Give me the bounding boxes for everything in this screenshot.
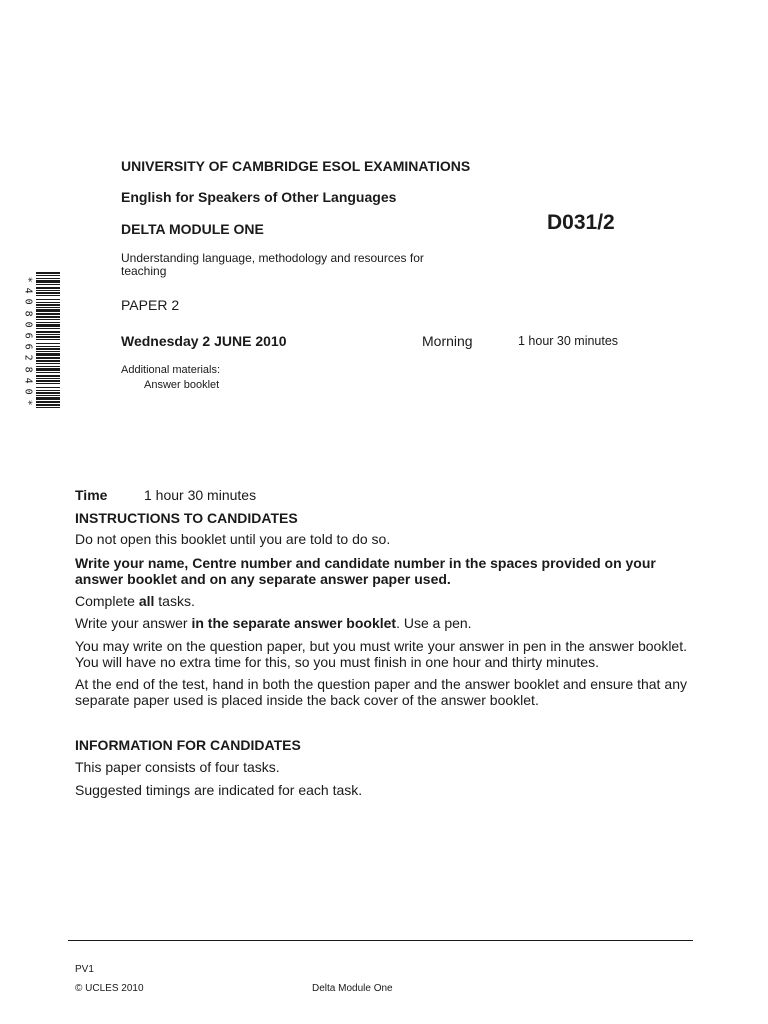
module-title: DELTA MODULE ONE — [121, 221, 264, 237]
barcode-digit: 6 — [22, 332, 34, 339]
instruction-text: tasks. — [154, 593, 195, 609]
barcode-icon — [36, 272, 60, 410]
instructions-heading: INSTRUCTIONS TO CANDIDATES — [75, 510, 298, 526]
instruction-text: Complete — [75, 593, 139, 609]
instruction-line: You may write on the question paper, but you must write your answer in pen in the answer booklet. You will have no extra time for this, so you must finish in one hour and thirty minutes. — [75, 638, 687, 670]
barcode-digit: 0 — [22, 388, 34, 395]
barcode-digit: 8 — [22, 366, 34, 373]
barcode-digit: 6 — [22, 343, 34, 350]
barcode-digit: 4 — [22, 377, 34, 384]
time-value: 1 hour 30 minutes — [144, 487, 257, 503]
instruction-emphasis: all — [138, 593, 155, 609]
instruction-text: . Use a pen. — [396, 615, 472, 631]
instruction-line: At the end of the test, hand in both the question paper and the answer booklet and ensure that any separate paper used is placed inside the back cover of the answer booklet. — [75, 676, 687, 708]
exam-duration: 1 hour 30 minutes — [518, 334, 619, 348]
instruction-text: Write your answer — [75, 615, 192, 631]
barcode-digit: 4 — [22, 287, 34, 294]
paper-code: D031/2 — [547, 211, 615, 234]
instruction-line: Do not open this booklet until you are told to do so. — [75, 531, 391, 547]
information-line: Suggested timings are indicated for each task. — [75, 782, 363, 798]
information-heading: INFORMATION FOR CANDIDATES — [75, 737, 301, 753]
footer-title: Delta Module One — [312, 983, 393, 994]
additional-materials-label: Additional materials: — [121, 364, 221, 376]
barcode-digit: 0 — [22, 321, 34, 328]
barcode-digit: * — [22, 276, 34, 283]
paper-number: PAPER 2 — [121, 297, 180, 313]
instruction-line — [75, 593, 687, 609]
module-subtitle: Understanding language, methodology and resources for teaching — [121, 251, 424, 278]
additional-materials-item: Answer booklet — [144, 379, 220, 391]
exam-date: Wednesday 2 JUNE 2010 — [121, 333, 287, 349]
time-label: Time — [75, 487, 108, 503]
instruction-emphasis: in the separate answer booklet — [191, 615, 397, 631]
barcode-digit: 8 — [22, 310, 34, 317]
exam-session: Morning — [422, 333, 473, 349]
footer-copyright: © UCLES 2010 — [75, 983, 144, 994]
barcode-digit: 0 — [22, 298, 34, 306]
programme-title: English for Speakers of Other Languages — [121, 189, 397, 205]
information-line: This paper consists of four tasks. — [75, 759, 280, 775]
footer-code: PV1 — [75, 964, 94, 975]
barcode-digit: 2 — [22, 355, 34, 362]
barcode-digit: * — [22, 399, 34, 406]
barcode-number — [22, 274, 34, 408]
instruction-line — [75, 615, 687, 631]
exam-board-title: UNIVERSITY OF CAMBRIDGE ESOL EXAMINATIONS — [121, 158, 471, 174]
footer-divider — [68, 940, 693, 941]
instruction-line: Write your name, Centre number and candidate number in the spaces provided on your answer booklet and on any separate answer paper used. — [75, 555, 656, 587]
